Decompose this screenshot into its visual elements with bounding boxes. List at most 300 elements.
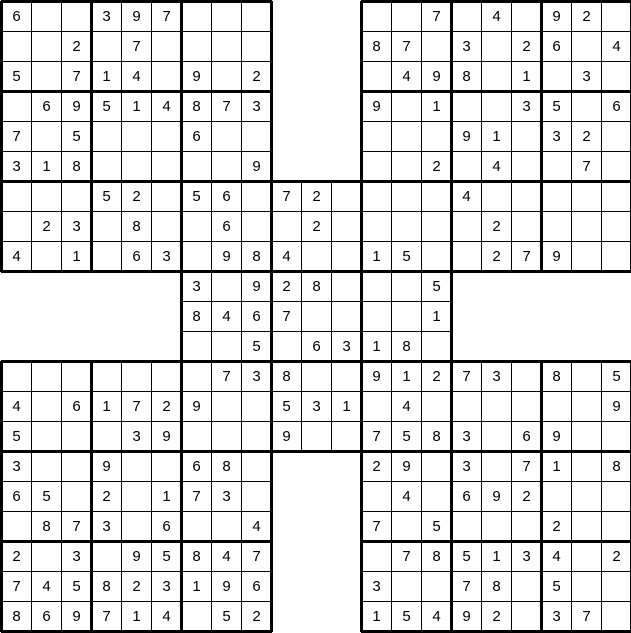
sudoku-cell-r4-c18[interactable]: 3 xyxy=(541,121,572,152)
sudoku-cell-r1-c13[interactable]: 7 xyxy=(391,31,422,62)
sudoku-cell-r13-c0[interactable]: 4 xyxy=(1,391,32,422)
sudoku-cell-r20-c3[interactable]: 7 xyxy=(91,601,122,632)
sudoku-cell-r11-c12[interactable]: 1 xyxy=(361,331,392,362)
sudoku-cell-r20-c4[interactable]: 1 xyxy=(121,601,152,632)
sudoku-cell-r4-c19[interactable]: 2 xyxy=(571,121,602,152)
sudoku-cell-r14-c7[interactable] xyxy=(211,421,242,452)
sudoku-cell-r8-c14[interactable] xyxy=(421,241,452,272)
sudoku-cell-r12-c13[interactable]: 1 xyxy=(391,361,422,392)
sudoku-cell-r18-c12[interactable] xyxy=(361,541,392,572)
sudoku-cell-r12-c7[interactable]: 7 xyxy=(211,361,242,392)
sudoku-cell-r11-c9[interactable] xyxy=(271,331,302,362)
sudoku-cell-r0-c14[interactable]: 7 xyxy=(421,1,452,32)
sudoku-cell-r12-c10[interactable] xyxy=(301,361,332,392)
sudoku-cell-r17-c6[interactable] xyxy=(181,511,212,542)
sudoku-cell-r12-c14[interactable]: 2 xyxy=(421,361,452,392)
sudoku-cell-r2-c0[interactable]: 5 xyxy=(1,61,32,92)
sudoku-cell-r0-c3[interactable]: 3 xyxy=(91,1,122,32)
sudoku-cell-r6-c4[interactable]: 2 xyxy=(121,181,152,212)
sudoku-cell-r19-c15[interactable]: 7 xyxy=(451,571,482,602)
sudoku-cell-r0-c18[interactable]: 9 xyxy=(541,1,572,32)
sudoku-cell-r18-c7[interactable]: 4 xyxy=(211,541,242,572)
sudoku-cell-r13-c4[interactable]: 7 xyxy=(121,391,152,422)
sudoku-cell-r17-c5[interactable]: 6 xyxy=(151,511,182,542)
sudoku-cell-r13-c2[interactable]: 6 xyxy=(61,391,92,422)
sudoku-cell-r7-c19[interactable] xyxy=(571,211,602,242)
sudoku-cell-r19-c7[interactable]: 9 xyxy=(211,571,242,602)
sudoku-cell-r19-c6[interactable]: 1 xyxy=(181,571,212,602)
sudoku-cell-r13-c9[interactable]: 5 xyxy=(271,391,302,422)
sudoku-cell-r18-c1[interactable] xyxy=(31,541,62,572)
sudoku-cell-r15-c17[interactable]: 7 xyxy=(511,451,542,482)
sudoku-cell-r15-c3[interactable]: 9 xyxy=(91,451,122,482)
sudoku-cell-r7-c3[interactable] xyxy=(91,211,122,242)
sudoku-cell-r0-c7[interactable] xyxy=(211,1,242,32)
sudoku-cell-r16-c12[interactable] xyxy=(361,481,392,512)
sudoku-cell-r12-c11[interactable] xyxy=(331,361,362,392)
sudoku-cell-r13-c17[interactable] xyxy=(511,391,542,422)
sudoku-cell-r14-c14[interactable]: 8 xyxy=(421,421,452,452)
sudoku-cell-r13-c3[interactable]: 1 xyxy=(91,391,122,422)
sudoku-cell-r1-c6[interactable] xyxy=(181,31,212,62)
sudoku-cell-r16-c7[interactable]: 3 xyxy=(211,481,242,512)
sudoku-cell-r14-c13[interactable]: 5 xyxy=(391,421,422,452)
sudoku-cell-r8-c5[interactable]: 3 xyxy=(151,241,182,272)
sudoku-cell-r0-c15[interactable] xyxy=(451,1,482,32)
sudoku-cell-r19-c18[interactable]: 5 xyxy=(541,571,572,602)
sudoku-cell-r13-c18[interactable] xyxy=(541,391,572,422)
sudoku-cell-r2-c12[interactable] xyxy=(361,61,392,92)
sudoku-cell-r6-c8[interactable] xyxy=(241,181,272,212)
sudoku-cell-r9-c13[interactable] xyxy=(391,271,422,302)
sudoku-cell-r14-c12[interactable]: 7 xyxy=(361,421,392,452)
sudoku-cell-r2-c18[interactable] xyxy=(541,61,572,92)
sudoku-cell-r15-c15[interactable]: 3 xyxy=(451,451,482,482)
sudoku-cell-r1-c5[interactable] xyxy=(151,31,182,62)
sudoku-cell-r1-c14[interactable] xyxy=(421,31,452,62)
sudoku-cell-r1-c12[interactable]: 8 xyxy=(361,31,392,62)
sudoku-cell-r4-c17[interactable] xyxy=(511,121,542,152)
sudoku-cell-r18-c3[interactable] xyxy=(91,541,122,572)
sudoku-cell-r9-c12[interactable] xyxy=(361,271,392,302)
sudoku-cell-r10-c8[interactable]: 6 xyxy=(241,301,272,332)
sudoku-cell-r8-c8[interactable]: 8 xyxy=(241,241,272,272)
sudoku-cell-r4-c12[interactable] xyxy=(361,121,392,152)
sudoku-cell-r12-c19[interactable] xyxy=(571,361,602,392)
sudoku-cell-r15-c0[interactable]: 3 xyxy=(1,451,32,482)
sudoku-cell-r8-c2[interactable]: 1 xyxy=(61,241,92,272)
sudoku-cell-r9-c9[interactable]: 2 xyxy=(271,271,302,302)
sudoku-cell-r20-c2[interactable]: 9 xyxy=(61,601,92,632)
sudoku-cell-r15-c16[interactable] xyxy=(481,451,512,482)
sudoku-cell-r6-c5[interactable] xyxy=(151,181,182,212)
sudoku-cell-r14-c10[interactable] xyxy=(301,421,332,452)
sudoku-cell-r2-c3[interactable]: 1 xyxy=(91,61,122,92)
sudoku-cell-r4-c13[interactable] xyxy=(391,121,422,152)
sudoku-cell-r4-c4[interactable] xyxy=(121,121,152,152)
sudoku-cell-r7-c8[interactable] xyxy=(241,211,272,242)
sudoku-cell-r7-c13[interactable] xyxy=(391,211,422,242)
sudoku-cell-r20-c1[interactable]: 6 xyxy=(31,601,62,632)
sudoku-cell-r0-c20[interactable] xyxy=(601,1,631,32)
sudoku-cell-r2-c19[interactable]: 3 xyxy=(571,61,602,92)
sudoku-cell-r19-c5[interactable]: 3 xyxy=(151,571,182,602)
sudoku-cell-r0-c2[interactable] xyxy=(61,1,92,32)
sudoku-cell-r8-c4[interactable]: 6 xyxy=(121,241,152,272)
sudoku-cell-r19-c14[interactable] xyxy=(421,571,452,602)
sudoku-cell-r6-c6[interactable]: 5 xyxy=(181,181,212,212)
sudoku-cell-r15-c4[interactable] xyxy=(121,451,152,482)
sudoku-cell-r20-c17[interactable] xyxy=(511,601,542,632)
sudoku-cell-r14-c2[interactable] xyxy=(61,421,92,452)
sudoku-cell-r3-c7[interactable]: 7 xyxy=(211,91,242,122)
sudoku-cell-r14-c9[interactable]: 9 xyxy=(271,421,302,452)
sudoku-cell-r17-c18[interactable]: 2 xyxy=(541,511,572,542)
sudoku-cell-r8-c12[interactable]: 1 xyxy=(361,241,392,272)
sudoku-cell-r11-c13[interactable]: 8 xyxy=(391,331,422,362)
sudoku-cell-r20-c5[interactable]: 4 xyxy=(151,601,182,632)
sudoku-cell-r1-c20[interactable]: 4 xyxy=(601,31,631,62)
sudoku-cell-r5-c5[interactable] xyxy=(151,151,182,182)
sudoku-cell-r13-c6[interactable]: 9 xyxy=(181,391,212,422)
sudoku-cell-r20-c13[interactable]: 5 xyxy=(391,601,422,632)
sudoku-cell-r16-c15[interactable]: 6 xyxy=(451,481,482,512)
sudoku-cell-r5-c16[interactable]: 4 xyxy=(481,151,512,182)
sudoku-cell-r12-c5[interactable] xyxy=(151,361,182,392)
sudoku-cell-r19-c8[interactable]: 6 xyxy=(241,571,272,602)
sudoku-cell-r8-c20[interactable] xyxy=(601,241,631,272)
sudoku-cell-r16-c18[interactable] xyxy=(541,481,572,512)
sudoku-cell-r12-c16[interactable]: 3 xyxy=(481,361,512,392)
sudoku-cell-r12-c17[interactable] xyxy=(511,361,542,392)
sudoku-cell-r4-c7[interactable] xyxy=(211,121,242,152)
sudoku-cell-r9-c8[interactable]: 9 xyxy=(241,271,272,302)
sudoku-cell-r16-c19[interactable] xyxy=(571,481,602,512)
sudoku-cell-r5-c8[interactable]: 9 xyxy=(241,151,272,182)
sudoku-cell-r8-c0[interactable]: 4 xyxy=(1,241,32,272)
sudoku-cell-r6-c16[interactable] xyxy=(481,181,512,212)
sudoku-cell-r2-c13[interactable]: 4 xyxy=(391,61,422,92)
sudoku-cell-r13-c15[interactable] xyxy=(451,391,482,422)
sudoku-cell-r2-c4[interactable]: 4 xyxy=(121,61,152,92)
sudoku-cell-r9-c6[interactable]: 3 xyxy=(181,271,212,302)
sudoku-cell-r13-c16[interactable] xyxy=(481,391,512,422)
sudoku-cell-r16-c17[interactable]: 2 xyxy=(511,481,542,512)
sudoku-cell-r19-c1[interactable]: 4 xyxy=(31,571,62,602)
sudoku-cell-r15-c18[interactable]: 1 xyxy=(541,451,572,482)
sudoku-cell-r15-c6[interactable]: 6 xyxy=(181,451,212,482)
sudoku-cell-r0-c4[interactable]: 9 xyxy=(121,1,152,32)
sudoku-cell-r2-c17[interactable]: 1 xyxy=(511,61,542,92)
sudoku-cell-r8-c10[interactable] xyxy=(301,241,332,272)
sudoku-cell-r14-c16[interactable] xyxy=(481,421,512,452)
sudoku-cell-r8-c15[interactable] xyxy=(451,241,482,272)
sudoku-cell-r17-c3[interactable]: 3 xyxy=(91,511,122,542)
sudoku-cell-r14-c8[interactable] xyxy=(241,421,272,452)
sudoku-cell-r14-c18[interactable]: 9 xyxy=(541,421,572,452)
sudoku-cell-r17-c15[interactable] xyxy=(451,511,482,542)
sudoku-cell-r17-c4[interactable] xyxy=(121,511,152,542)
sudoku-cell-r8-c18[interactable]: 9 xyxy=(541,241,572,272)
sudoku-cell-r5-c1[interactable]: 1 xyxy=(31,151,62,182)
sudoku-cell-r6-c9[interactable]: 7 xyxy=(271,181,302,212)
sudoku-cell-r13-c7[interactable] xyxy=(211,391,242,422)
sudoku-cell-r7-c14[interactable] xyxy=(421,211,452,242)
sudoku-cell-r6-c19[interactable] xyxy=(571,181,602,212)
sudoku-cell-r13-c19[interactable] xyxy=(571,391,602,422)
sudoku-cell-r8-c1[interactable] xyxy=(31,241,62,272)
sudoku-cell-r1-c7[interactable] xyxy=(211,31,242,62)
sudoku-cell-r16-c13[interactable]: 4 xyxy=(391,481,422,512)
sudoku-cell-r18-c15[interactable]: 5 xyxy=(451,541,482,572)
sudoku-cell-r3-c15[interactable] xyxy=(451,91,482,122)
sudoku-cell-r8-c11[interactable] xyxy=(331,241,362,272)
sudoku-cell-r1-c0[interactable] xyxy=(1,31,32,62)
sudoku-cell-r7-c2[interactable]: 3 xyxy=(61,211,92,242)
sudoku-cell-r7-c18[interactable] xyxy=(541,211,572,242)
sudoku-cell-r18-c20[interactable]: 2 xyxy=(601,541,631,572)
sudoku-cell-r11-c14[interactable] xyxy=(421,331,452,362)
sudoku-cell-r1-c16[interactable] xyxy=(481,31,512,62)
sudoku-cell-r1-c15[interactable]: 3 xyxy=(451,31,482,62)
sudoku-cell-r6-c15[interactable]: 4 xyxy=(451,181,482,212)
sudoku-cell-r17-c12[interactable]: 7 xyxy=(361,511,392,542)
sudoku-cell-r1-c3[interactable] xyxy=(91,31,122,62)
sudoku-cell-r0-c5[interactable]: 7 xyxy=(151,1,182,32)
sudoku-cell-r1-c1[interactable] xyxy=(31,31,62,62)
sudoku-cell-r3-c2[interactable]: 9 xyxy=(61,91,92,122)
sudoku-cell-r7-c1[interactable]: 2 xyxy=(31,211,62,242)
sudoku-cell-r17-c20[interactable] xyxy=(601,511,631,542)
sudoku-cell-r0-c16[interactable]: 4 xyxy=(481,1,512,32)
sudoku-cell-r5-c7[interactable] xyxy=(211,151,242,182)
sudoku-cell-r16-c20[interactable] xyxy=(601,481,631,512)
sudoku-cell-r3-c4[interactable]: 1 xyxy=(121,91,152,122)
sudoku-cell-r20-c18[interactable]: 3 xyxy=(541,601,572,632)
sudoku-cell-r12-c18[interactable]: 8 xyxy=(541,361,572,392)
sudoku-cell-r16-c8[interactable] xyxy=(241,481,272,512)
sudoku-cell-r9-c11[interactable] xyxy=(331,271,362,302)
sudoku-cell-r5-c4[interactable] xyxy=(121,151,152,182)
sudoku-cell-r3-c18[interactable]: 5 xyxy=(541,91,572,122)
sudoku-cell-r12-c15[interactable]: 7 xyxy=(451,361,482,392)
sudoku-cell-r11-c6[interactable] xyxy=(181,331,212,362)
sudoku-cell-r1-c18[interactable]: 6 xyxy=(541,31,572,62)
sudoku-cell-r6-c14[interactable] xyxy=(421,181,452,212)
sudoku-cell-r13-c1[interactable] xyxy=(31,391,62,422)
sudoku-cell-r11-c10[interactable]: 6 xyxy=(301,331,332,362)
sudoku-cell-r8-c17[interactable]: 7 xyxy=(511,241,542,272)
sudoku-cell-r7-c6[interactable] xyxy=(181,211,212,242)
sudoku-cell-r2-c16[interactable] xyxy=(481,61,512,92)
sudoku-cell-r17-c17[interactable] xyxy=(511,511,542,542)
sudoku-cell-r3-c12[interactable]: 9 xyxy=(361,91,392,122)
sudoku-cell-r3-c19[interactable] xyxy=(571,91,602,122)
sudoku-cell-r7-c0[interactable] xyxy=(1,211,32,242)
sudoku-cell-r14-c1[interactable] xyxy=(31,421,62,452)
sudoku-cell-r18-c8[interactable]: 7 xyxy=(241,541,272,572)
sudoku-cell-r10-c13[interactable] xyxy=(391,301,422,332)
sudoku-cell-r14-c11[interactable] xyxy=(331,421,362,452)
sudoku-cell-r17-c14[interactable]: 5 xyxy=(421,511,452,542)
sudoku-cell-r3-c16[interactable] xyxy=(481,91,512,122)
sudoku-cell-r14-c3[interactable] xyxy=(91,421,122,452)
sudoku-cell-r18-c0[interactable]: 2 xyxy=(1,541,32,572)
sudoku-cell-r13-c11[interactable]: 1 xyxy=(331,391,362,422)
sudoku-cell-r17-c1[interactable]: 8 xyxy=(31,511,62,542)
sudoku-cell-r14-c4[interactable]: 3 xyxy=(121,421,152,452)
sudoku-cell-r15-c14[interactable] xyxy=(421,451,452,482)
sudoku-cell-r3-c6[interactable]: 8 xyxy=(181,91,212,122)
sudoku-cell-r17-c19[interactable] xyxy=(571,511,602,542)
sudoku-cell-r5-c13[interactable] xyxy=(391,151,422,182)
sudoku-cell-r10-c12[interactable] xyxy=(361,301,392,332)
sudoku-cell-r19-c17[interactable] xyxy=(511,571,542,602)
sudoku-cell-r5-c14[interactable]: 2 xyxy=(421,151,452,182)
sudoku-cell-r7-c20[interactable] xyxy=(601,211,631,242)
sudoku-cell-r7-c15[interactable] xyxy=(451,211,482,242)
sudoku-cell-r7-c10[interactable]: 2 xyxy=(301,211,332,242)
sudoku-cell-r12-c8[interactable]: 3 xyxy=(241,361,272,392)
sudoku-cell-r7-c16[interactable]: 2 xyxy=(481,211,512,242)
sudoku-cell-r0-c1[interactable] xyxy=(31,1,62,32)
sudoku-cell-r20-c15[interactable]: 9 xyxy=(451,601,482,632)
sudoku-cell-r19-c12[interactable]: 3 xyxy=(361,571,392,602)
sudoku-cell-r4-c6[interactable]: 6 xyxy=(181,121,212,152)
sudoku-cell-r18-c4[interactable]: 9 xyxy=(121,541,152,572)
sudoku-cell-r0-c17[interactable] xyxy=(511,1,542,32)
sudoku-cell-r12-c1[interactable] xyxy=(31,361,62,392)
sudoku-cell-r1-c4[interactable]: 7 xyxy=(121,31,152,62)
sudoku-cell-r4-c16[interactable]: 1 xyxy=(481,121,512,152)
sudoku-cell-r6-c18[interactable] xyxy=(541,181,572,212)
sudoku-cell-r3-c17[interactable]: 3 xyxy=(511,91,542,122)
sudoku-cell-r3-c8[interactable]: 3 xyxy=(241,91,272,122)
sudoku-cell-r14-c15[interactable]: 3 xyxy=(451,421,482,452)
sudoku-cell-r15-c20[interactable]: 8 xyxy=(601,451,631,482)
sudoku-cell-r15-c5[interactable] xyxy=(151,451,182,482)
sudoku-cell-r11-c8[interactable]: 5 xyxy=(241,331,272,362)
sudoku-cell-r16-c6[interactable]: 7 xyxy=(181,481,212,512)
sudoku-cell-r12-c9[interactable]: 8 xyxy=(271,361,302,392)
sudoku-cell-r20-c7[interactable]: 5 xyxy=(211,601,242,632)
sudoku-cell-r5-c2[interactable]: 8 xyxy=(61,151,92,182)
sudoku-cell-r2-c1[interactable] xyxy=(31,61,62,92)
sudoku-cell-r10-c10[interactable] xyxy=(301,301,332,332)
sudoku-cell-r19-c0[interactable]: 7 xyxy=(1,571,32,602)
sudoku-cell-r18-c16[interactable]: 1 xyxy=(481,541,512,572)
sudoku-cell-r7-c11[interactable] xyxy=(331,211,362,242)
sudoku-cell-r14-c6[interactable] xyxy=(181,421,212,452)
sudoku-cell-r8-c13[interactable]: 5 xyxy=(391,241,422,272)
sudoku-cell-r13-c14[interactable] xyxy=(421,391,452,422)
sudoku-cell-r3-c20[interactable]: 6 xyxy=(601,91,631,122)
sudoku-cell-r14-c17[interactable]: 6 xyxy=(511,421,542,452)
sudoku-cell-r6-c7[interactable]: 6 xyxy=(211,181,242,212)
sudoku-cell-r6-c3[interactable]: 5 xyxy=(91,181,122,212)
sudoku-cell-r7-c9[interactable] xyxy=(271,211,302,242)
sudoku-cell-r0-c0[interactable]: 6 xyxy=(1,1,32,32)
sudoku-cell-r2-c15[interactable]: 8 xyxy=(451,61,482,92)
sudoku-cell-r10-c6[interactable]: 8 xyxy=(181,301,212,332)
sudoku-cell-r17-c2[interactable]: 7 xyxy=(61,511,92,542)
sudoku-cell-r5-c15[interactable] xyxy=(451,151,482,182)
sudoku-cell-r19-c13[interactable] xyxy=(391,571,422,602)
sudoku-cell-r18-c6[interactable]: 8 xyxy=(181,541,212,572)
sudoku-cell-r16-c2[interactable] xyxy=(61,481,92,512)
sudoku-cell-r12-c12[interactable]: 9 xyxy=(361,361,392,392)
sudoku-cell-r6-c2[interactable] xyxy=(61,181,92,212)
sudoku-cell-r1-c17[interactable]: 2 xyxy=(511,31,542,62)
sudoku-cell-r17-c8[interactable]: 4 xyxy=(241,511,272,542)
sudoku-cell-r2-c5[interactable] xyxy=(151,61,182,92)
sudoku-cell-r18-c18[interactable]: 4 xyxy=(541,541,572,572)
sudoku-cell-r7-c4[interactable]: 8 xyxy=(121,211,152,242)
sudoku-cell-r18-c13[interactable]: 7 xyxy=(391,541,422,572)
sudoku-cell-r13-c5[interactable]: 2 xyxy=(151,391,182,422)
sudoku-cell-r4-c1[interactable] xyxy=(31,121,62,152)
sudoku-cell-r5-c18[interactable] xyxy=(541,151,572,182)
sudoku-cell-r10-c14[interactable]: 1 xyxy=(421,301,452,332)
sudoku-cell-r13-c10[interactable]: 3 xyxy=(301,391,332,422)
sudoku-cell-r20-c20[interactable] xyxy=(601,601,631,632)
sudoku-cell-r4-c14[interactable] xyxy=(421,121,452,152)
sudoku-cell-r16-c14[interactable] xyxy=(421,481,452,512)
sudoku-cell-r9-c10[interactable]: 8 xyxy=(301,271,332,302)
sudoku-cell-r15-c13[interactable]: 9 xyxy=(391,451,422,482)
sudoku-cell-r5-c3[interactable] xyxy=(91,151,122,182)
sudoku-cell-r15-c2[interactable] xyxy=(61,451,92,482)
sudoku-cell-r2-c7[interactable] xyxy=(211,61,242,92)
sudoku-cell-r12-c0[interactable] xyxy=(1,361,32,392)
sudoku-cell-r11-c7[interactable] xyxy=(211,331,242,362)
sudoku-cell-r18-c19[interactable] xyxy=(571,541,602,572)
sudoku-cell-r2-c14[interactable]: 9 xyxy=(421,61,452,92)
sudoku-cell-r3-c5[interactable]: 4 xyxy=(151,91,182,122)
sudoku-cell-r15-c19[interactable] xyxy=(571,451,602,482)
sudoku-cell-r4-c5[interactable] xyxy=(151,121,182,152)
sudoku-cell-r4-c8[interactable] xyxy=(241,121,272,152)
sudoku-cell-r0-c19[interactable]: 2 xyxy=(571,1,602,32)
sudoku-cell-r20-c16[interactable]: 2 xyxy=(481,601,512,632)
sudoku-cell-r14-c20[interactable] xyxy=(601,421,631,452)
sudoku-cell-r5-c0[interactable]: 3 xyxy=(1,151,32,182)
sudoku-cell-r9-c7[interactable] xyxy=(211,271,242,302)
sudoku-cell-r5-c19[interactable]: 7 xyxy=(571,151,602,182)
sudoku-cell-r7-c5[interactable] xyxy=(151,211,182,242)
sudoku-cell-r16-c0[interactable]: 6 xyxy=(1,481,32,512)
sudoku-cell-r4-c0[interactable]: 7 xyxy=(1,121,32,152)
sudoku-cell-r0-c13[interactable] xyxy=(391,1,422,32)
sudoku-cell-r15-c8[interactable] xyxy=(241,451,272,482)
sudoku-cell-r4-c3[interactable] xyxy=(91,121,122,152)
sudoku-cell-r1-c19[interactable] xyxy=(571,31,602,62)
sudoku-cell-r13-c8[interactable] xyxy=(241,391,272,422)
sudoku-cell-r4-c2[interactable]: 5 xyxy=(61,121,92,152)
sudoku-cell-r10-c7[interactable]: 4 xyxy=(211,301,242,332)
sudoku-cell-r6-c13[interactable] xyxy=(391,181,422,212)
sudoku-cell-r2-c20[interactable] xyxy=(601,61,631,92)
sudoku-cell-r17-c16[interactable] xyxy=(481,511,512,542)
sudoku-cell-r3-c13[interactable] xyxy=(391,91,422,122)
sudoku-cell-r12-c3[interactable] xyxy=(91,361,122,392)
sudoku-cell-r12-c4[interactable] xyxy=(121,361,152,392)
sudoku-cell-r14-c19[interactable] xyxy=(571,421,602,452)
sudoku-cell-r12-c20[interactable]: 5 xyxy=(601,361,631,392)
sudoku-cell-r9-c14[interactable]: 5 xyxy=(421,271,452,302)
sudoku-cell-r15-c1[interactable] xyxy=(31,451,62,482)
sudoku-cell-r5-c17[interactable] xyxy=(511,151,542,182)
